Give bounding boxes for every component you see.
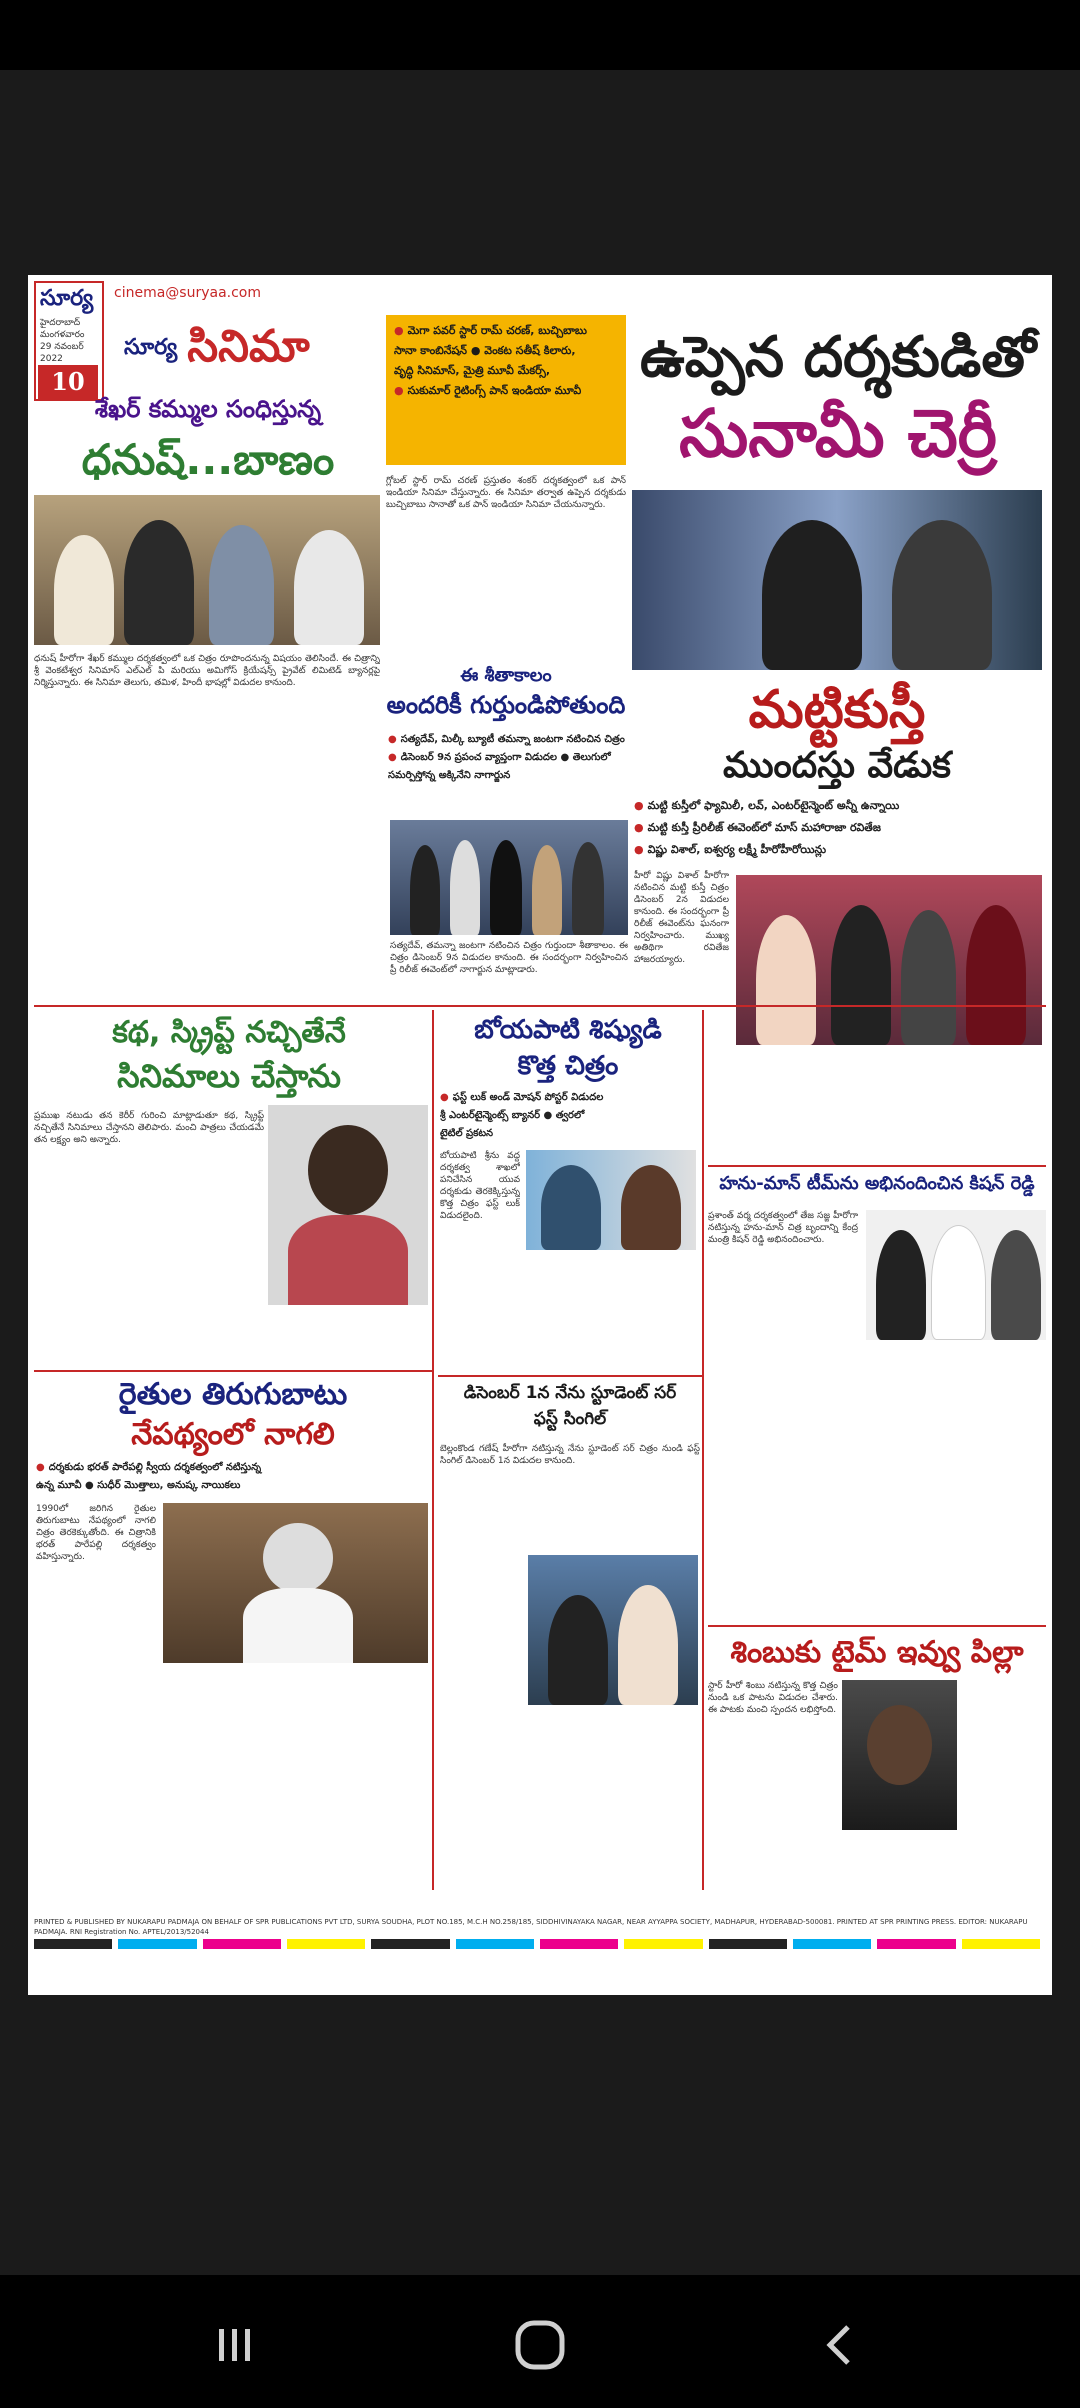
matti-headline: మట్టికుస్తీ <box>748 680 926 740</box>
charan-bullets-band <box>386 315 626 465</box>
divider-7 <box>708 1625 1046 1627</box>
home-icon <box>514 2319 566 2371</box>
boyapati-body: బోయపాటి శ్రీను వద్ద దర్శకత్వ శాఖలో పనిచేసిన యువ దర్శకుడు తెరకెక్కిస్తున్న కొత్త చిత్రం ఫస్ట్ లుక్ విడుదలైంది. <box>440 1151 520 1221</box>
paper-logo-box <box>34 281 104 401</box>
divider-5 <box>34 1370 432 1372</box>
naagali-headline-1: రైతుల తిరుగుబాటు <box>118 1377 348 1412</box>
paper-logo: సూర్య <box>40 285 94 311</box>
student-body: బెల్లంకొండ గణేష్ హీరోగా నటిస్తున్న నేను స్టూడెంట్ సర్ చిత్రం నుండి ఫస్ట్ సింగిల్ డిసెంబర్ 1న విడుదల కానుంది. <box>440 1444 700 1466</box>
naagali-photo <box>163 1503 428 1663</box>
recent-apps-icon <box>213 2323 257 2367</box>
charan-body: గ్లోబల్ స్టార్ రామ్ చరణ్ ప్రస్తుతం శంకర్ దర్శకత్వంలో ఒక పాన్ ఇండియా సినిమా చేస్తున్నారు. ఈ సినిమా తర్వాత ఉప్పెన దర్శకుడు బుచ్చిబాబు సానాతో ఒక పాన్ ఇండియా సినిమా చేయనున్నారు. <box>386 476 626 510</box>
navigation-bar <box>0 2275 1080 2408</box>
charan-bullet-2: సానా కాంబినేషన్ ● వెంకట సతీష్ కిలారు, <box>394 344 576 357</box>
simbu-body-2 <box>962 1680 1046 1880</box>
nagarjuna-photo <box>390 820 628 935</box>
page-number: 10 <box>38 365 98 399</box>
simbu-body: స్టార్ హీరో శింబు నటిస్తున్న కొత్త చిత్రం నుండి ఒక పాటను విడుదల చేశారు. ఈ పాటకు మంచి స్పందన లభిస్తోంది. <box>708 1681 838 1715</box>
student-headline-1: డిసెంబర్ 1న నేను స్టూడెంట్ సర్ <box>463 1383 677 1403</box>
naagali-body: 1990లో జరిగిన రైతుల తిరుగుబాటు నేపథ్యంలో నాగలి చిత్రం తెరకెక్కుతోంది. ఈ చిత్రానికి భరత్ పారేపల్లి దర్శకత్వం వహిస్తున్నారు. <box>36 1504 156 1562</box>
simbu-headline: శింబుకు టైమ్ ఇవ్వు పిల్లా <box>730 1635 1024 1670</box>
student-photo <box>528 1555 698 1705</box>
matti-bullets: ● మట్టి కుస్తీలో ఫ్యామిలీ, లవ్, ఎంటర్‌టైన్మెంట్ అన్నీ ఉన్నాయి ● మట్టి కుస్తీ ప్రీరిలీజ్ ఈవెంట్‌లో మాస్ మహారాజా రవితేజ ● విష్ణు విశాల్, ఐశ్వర్య లక్ష్మీ హీరోహీరోయిన్లు <box>634 799 900 856</box>
nagarjuna-kicker: ఈ శీతాకాలం <box>460 665 552 686</box>
divider-4 <box>708 1165 1046 1167</box>
boyapati-bullets: ● ఫస్ట్ లుక్ అండ్ మోషన్ పోస్టర్ విడుదల శ్రీ ఎంటర్‌టైన్మెంట్స్ బ్యానర్ ● త్వరలో టైటిల్ ప్రకటన <box>440 1092 604 1139</box>
naagali-bullets: ● దర్శకుడు భరత్ పారేపల్లి స్వీయ దర్శకత్వంలో నటిస్తున్న ఉన్న మూవీ ● సుధీర్ మొత్తాలు, అనుష్క నాయికలు <box>36 1462 262 1491</box>
boyapati-headline-2: కొత్త చిత్రం <box>517 1051 619 1081</box>
hanuman-photo <box>866 1210 1046 1340</box>
katha-body: ప్రముఖ నటుడు తన కెరీర్ గురించి మాట్లాడుతూ కథ, స్క్రిప్ట్ నచ్చితేనే సినిమాలు చేస్తానని తెలిపారు. మంచి పాత్రలు చేయడమే తన లక్ష్యం అని అన్నారు. <box>34 1111 264 1145</box>
divider-6 <box>438 1375 702 1377</box>
katha-headline-2: సినిమాలు చేస్తాను <box>117 1057 341 1095</box>
student-headline-2: ఫస్ట్ సింగిల్ <box>533 1409 607 1429</box>
simbu-photo <box>842 1680 957 1830</box>
katha-headline-1: కథ, స్క్రిప్ట్ నచ్చితేనే <box>112 1015 346 1050</box>
charan-bullet-1: ● మెగా పవర్ స్టార్ రామ్ చరణ్, బుచ్చిబాబు <box>394 324 587 337</box>
boyapati-headline-1: బోయపాటి శిష్యుడి <box>474 1015 662 1045</box>
recent-apps-button[interactable] <box>195 2315 275 2375</box>
hanuman-headline: హను-మాన్ టీమ్‌ను అభినందించిన కిషన్ రెడ్డి <box>719 1173 1035 1194</box>
boyapati-photo <box>526 1150 696 1250</box>
charan-headline-2: సునామీ చెర్రీ <box>679 395 997 472</box>
nagarjuna-body: సత్యదేవ్, తమన్నా జంటగా నటించిన చిత్రం గుర్తుందా శీతాకాలం. ఈ చిత్రం డిసెంబర్ 9న విడుదల కానుంది. ఈ సందర్భంగా నిర్వహించిన ప్రీ రిలీజ్ ఈవెంట్‌లో నాగార్జున మాట్లాడారు. <box>390 941 628 975</box>
matti-body: హీరో విష్ణు విశాల్ హీరోగా నటించిన మట్టి కుస్తీ చిత్రం డిసెంబర్ 2న విడుదల కానుంది. ఈ సందర్భంగా ప్రీ రిలీజ్ ఈవెంట్‌ను ఘనంగా నిర్వహించారు. ముఖ్య అతిథిగా రవితేజ హాజరయ్యారు. <box>634 871 729 965</box>
charan-bullet-3: వృద్ధి సినిమాస్, మైత్రి మూవీ మేకర్స్, <box>394 364 551 377</box>
charan-bullet-4: ● సుకుమార్ రైటింగ్స్ పాన్ ఇండియా మూవీ <box>394 384 582 397</box>
dhanush-headline: ధనుష్...బాణం <box>81 435 335 484</box>
imprint: PRINTED & PUBLISHED BY NUKARAPU PADMAJA ON BEHALF OF SPR PUBLICATIONS PVT LTD, SURYA SOUDHA, PLOT NO.185, M.C.H NO.258/185, SIDDHIVINAYAKA NAGAR, NEAR AYYAPPA SOCIETY, MADHAPUR, HYDERABAD-500081. PRINTED AT SPR PRINTING PRESS. EDITOR: NUKARAPU PADMAJA. RNI Registration No. APTEL/2013/52044 <box>34 1918 1028 1936</box>
dhanush-kicker: శేఖర్ కమ్ముల సంధిస్తున్న <box>94 395 322 423</box>
back-icon <box>818 2323 862 2367</box>
dhanush-photo <box>34 495 380 645</box>
date-line: హైదరాబాద్ మంగళవారం 29 నవంబర్ 2022 <box>40 318 85 364</box>
back-button[interactable] <box>800 2315 880 2375</box>
dhanush-body: ధనుష్ హీరోగా శేఖర్ కమ్ముల దర్శకత్వంలో ఒక చిత్రం రూపొందనున్న విషయం తెలిసిందే. ఈ చిత్రాన్ని శ్రీ వెంకటేశ్వర సినిమాస్ ఎల్ఎల్ పి మరియు అమిగోస్ క్రియేషన్స్ ప్రైవేట్ లిమిటెడ్ బ్యానర్లపై నిర్మిస్తున్నారు. ఈ సినిమా తెలుగు, తమిళ, హిందీ భాషల్లో విడుదల కానుంది. <box>34 654 380 688</box>
divider-1 <box>34 1005 1046 1007</box>
newspaper-page[interactable] <box>28 275 1052 1995</box>
charan-headline-1: ఉప్పెన దర్శకుడితో <box>640 325 1036 390</box>
section-title: సూర్య సినిమా <box>124 321 310 372</box>
katha-photo <box>268 1105 428 1305</box>
status-bar <box>0 0 1080 70</box>
naagali-headline-2: నేపథ్యంలో నాగలి <box>131 1417 335 1452</box>
matti-photo <box>736 875 1042 1045</box>
nagarjuna-bullets: ● సత్యదేవ్, మిల్కీ బ్యూటీ తమన్నా జంటగా నటించిన చిత్రం ● డిసెంబర్ 9న ప్రపంచ వ్యాప్తంగా విడుదల ● తెలుగులో సమర్పిస్తోన్న అక్కినేని నాగార్జున <box>388 734 625 781</box>
section-email: cinema@suryaa.com <box>114 285 262 301</box>
print-color-bar <box>34 1939 1046 1949</box>
charan-photo <box>632 490 1042 670</box>
hanuman-body: ప్రశాంత్ వర్మ దర్శకత్వంలో తేజ సజ్జ హీరోగా నటిస్తున్న హను-మాన్ చిత్ర బృందాన్ని కేంద్ర మంత్రి కిషన్ రెడ్డి అభినందించారు. <box>708 1211 858 1245</box>
divider-3 <box>702 1010 704 1890</box>
nagarjuna-headline: అందరికీ గుర్తుండిపోతుంది <box>386 691 626 719</box>
home-button[interactable] <box>500 2315 580 2375</box>
divider-2 <box>432 1010 434 1890</box>
matti-subhead: ముందస్తు వేడుక <box>723 745 951 786</box>
